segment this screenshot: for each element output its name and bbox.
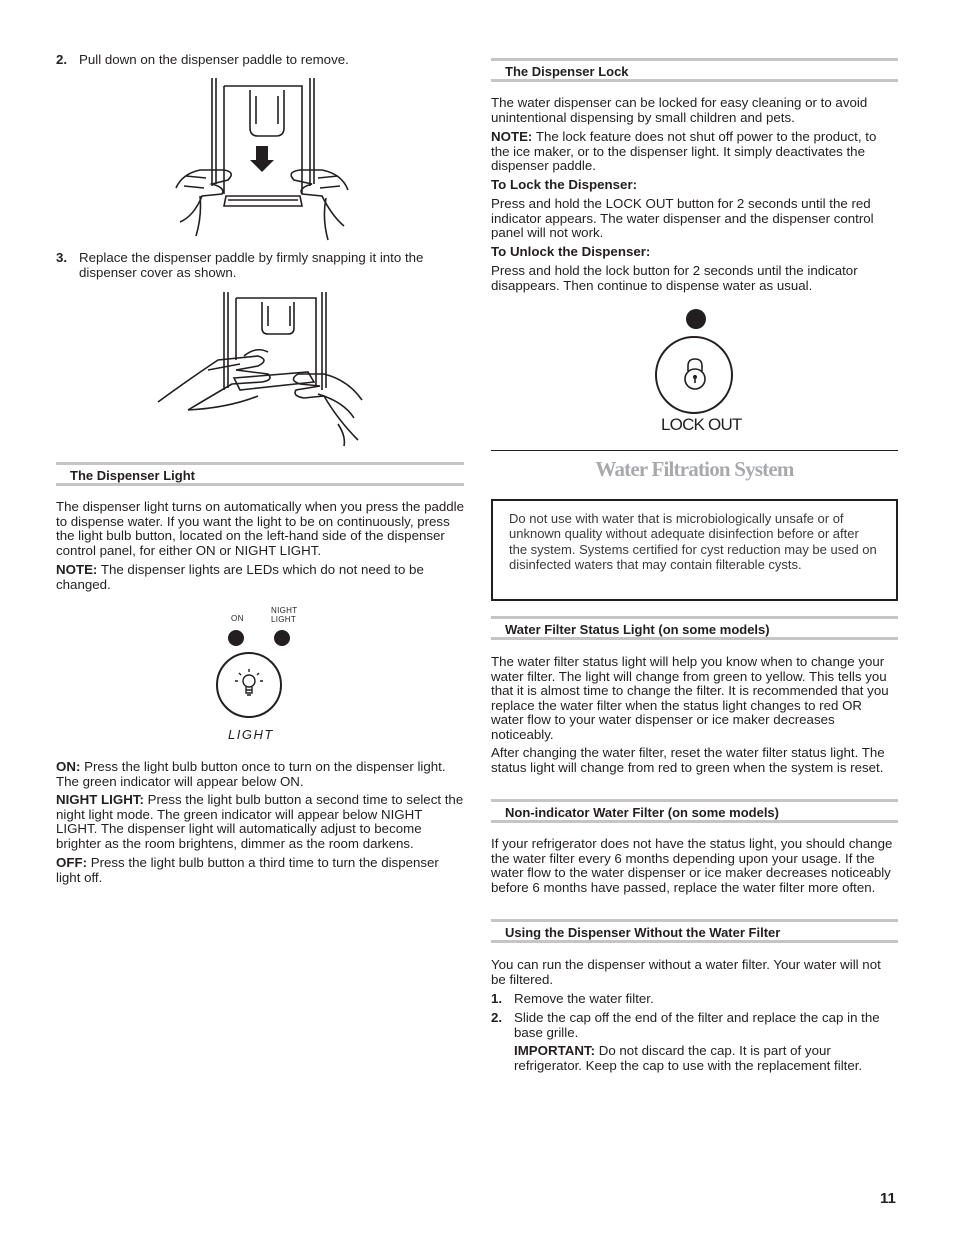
unlock-subheading: To Unlock the Dispenser: xyxy=(491,244,651,259)
step-3-replace-paddle xyxy=(56,251,464,280)
night-light-term: NIGHT LIGHT: xyxy=(56,792,144,807)
section-divider xyxy=(491,450,898,451)
warning-text: Do not use with water that is microbiologically unsafe or of unknown quality without adequate disinfection before or after the system. Systems certified for cyst reduction may be used on disinfected waters that may contain filterable cysts. xyxy=(509,511,877,573)
on-label: ON xyxy=(231,614,244,623)
step-number: 2. xyxy=(56,52,68,67)
step-2-remove-paddle xyxy=(56,53,464,68)
on-indicator-dot xyxy=(228,630,244,646)
dispenser-lock-note xyxy=(491,130,898,174)
night-light-description xyxy=(56,793,464,851)
step-number: 3. xyxy=(56,250,68,265)
light-control-diagram xyxy=(220,604,320,748)
dispenser-light-heading xyxy=(56,462,464,486)
note-text: The dispenser lights are LEDs which do not need to be changed. xyxy=(56,562,424,592)
non-indicator-heading xyxy=(491,799,898,823)
water-filtration-title: Water Filtration System xyxy=(595,457,794,481)
status-light-paragraph-1: The water filter status light will help you know when to change your water filter. The light will change from green to yellow. This tells you that it is almost time to change the filter. It is recommended that you replace the water filter when the status light changes to red OR water flow to your water dispenser or ice maker decreases noticeably. xyxy=(491,654,889,742)
non-indicator-paragraph: If your refrigerator does not have the status light, you should change the water filter every 6 months depending upon your usage. If the water flow to the water dispenser or ice maker decreases noticeably before 6 months have passed, replace the water filter more often. xyxy=(491,836,893,895)
status-light-paragraph-2: After changing the water filter, reset the water filter status light. The status light will change from red to green when the system is reset. xyxy=(491,745,885,775)
step-1-remove-filter xyxy=(491,992,898,1007)
night-label-top: NIGHT xyxy=(271,606,298,615)
off-term: OFF: xyxy=(56,855,88,870)
without-filter-intro: You can run the dispenser without a water filter. Your water will not be filtered. xyxy=(491,957,881,987)
section-heading-text: Using the Dispenser Without the Water Filter xyxy=(505,925,781,940)
important-label: IMPORTANT: xyxy=(514,1043,596,1058)
step-text: Slide the cap off the end of the filter and replace the cap in the base grille. xyxy=(514,1010,880,1040)
section-heading-text: Water Filter Status Light (on some models) xyxy=(505,622,770,637)
light-bulb-button[interactable] xyxy=(216,652,282,718)
step-text: Pull down on the dispenser paddle to remove. xyxy=(79,52,349,67)
on-text: Press the light bulb button once to turn on the dispenser light. The green indicator will appear below ON. xyxy=(56,759,446,789)
night-label-bottom: LIGHT xyxy=(271,615,297,624)
on-description xyxy=(56,760,464,789)
unlock-instructions: Press and hold the lock button for 2 seconds until the indicator disappears. Then continue to dispense water as usual. xyxy=(491,263,858,293)
without-filter-heading xyxy=(491,919,898,943)
dispenser-light-note xyxy=(56,563,464,592)
dispenser-light-intro: The dispenser light turns on automatically when you press the paddle to dispense water. If you want the light to be on continuously, press the light bulb button, located on the left-hand side of the dispenser control panel, for either ON or NIGHT LIGHT. xyxy=(56,499,465,558)
note-label: NOTE: xyxy=(56,562,98,577)
status-light-heading xyxy=(491,616,898,640)
step-2-replace-cap xyxy=(491,1011,898,1040)
padlock-icon xyxy=(681,356,709,392)
off-description xyxy=(56,856,464,885)
step-number: 2. xyxy=(491,1010,503,1025)
dispenser-lock-intro: The water dispenser can be locked for easy cleaning or to avoid unintentional dispensing by small children and pets. xyxy=(491,95,868,125)
lock-indicator-dot xyxy=(686,309,706,329)
note-text: The lock feature does not shut off power to the product, to the ice maker, or to the dispenser light. It simply deactivates the dispenser paddle. xyxy=(491,129,877,174)
lock-subheading: To Lock the Dispenser: xyxy=(491,177,638,192)
off-text: Press the light bulb button a third time to turn the dispenser light off. xyxy=(56,855,439,885)
lock-out-diagram xyxy=(651,308,743,438)
on-term: ON: xyxy=(56,759,81,774)
warning-box xyxy=(491,499,898,601)
light-button-label: LIGHT xyxy=(228,727,274,742)
step-number: 1. xyxy=(491,991,503,1006)
replace-paddle-illustration xyxy=(148,290,364,448)
lock-out-label: LOCK OUT xyxy=(661,415,742,434)
step-text: Replace the dispenser paddle by firmly snapping it into the dispenser cover as shown. xyxy=(79,250,424,280)
night-light-text: Press the light bulb button a second time to select the night light mode. The green indicator will appear below NIGHT LIGHT. The dispenser light will automatically adjust to become brighter as the room brightens, dimmer as the room darkens. xyxy=(56,792,464,851)
important-note xyxy=(491,1044,898,1073)
section-heading-text: The Dispenser Light xyxy=(70,468,195,483)
page-number: 11 xyxy=(880,1190,896,1207)
section-heading-text: The Dispenser Lock xyxy=(505,64,629,79)
lock-out-button[interactable] xyxy=(655,336,733,414)
dispenser-lock-heading xyxy=(491,58,898,82)
note-label: NOTE: xyxy=(491,129,533,144)
step-text: Remove the water filter. xyxy=(514,991,654,1006)
section-heading-text: Non-indicator Water Filter (on some models) xyxy=(505,805,779,820)
night-light-indicator-dot xyxy=(274,630,290,646)
light-bulb-icon xyxy=(233,667,265,703)
lock-instructions: Press and hold the LOCK OUT button for 2 seconds until the red indicator appears. The water dispenser and the dispenser control panel will not work. xyxy=(491,196,874,241)
important-text: Do not discard the cap. It is part of your refrigerator. Keep the cap to use with the replacement filter. xyxy=(514,1043,863,1073)
remove-paddle-illustration xyxy=(172,76,352,244)
